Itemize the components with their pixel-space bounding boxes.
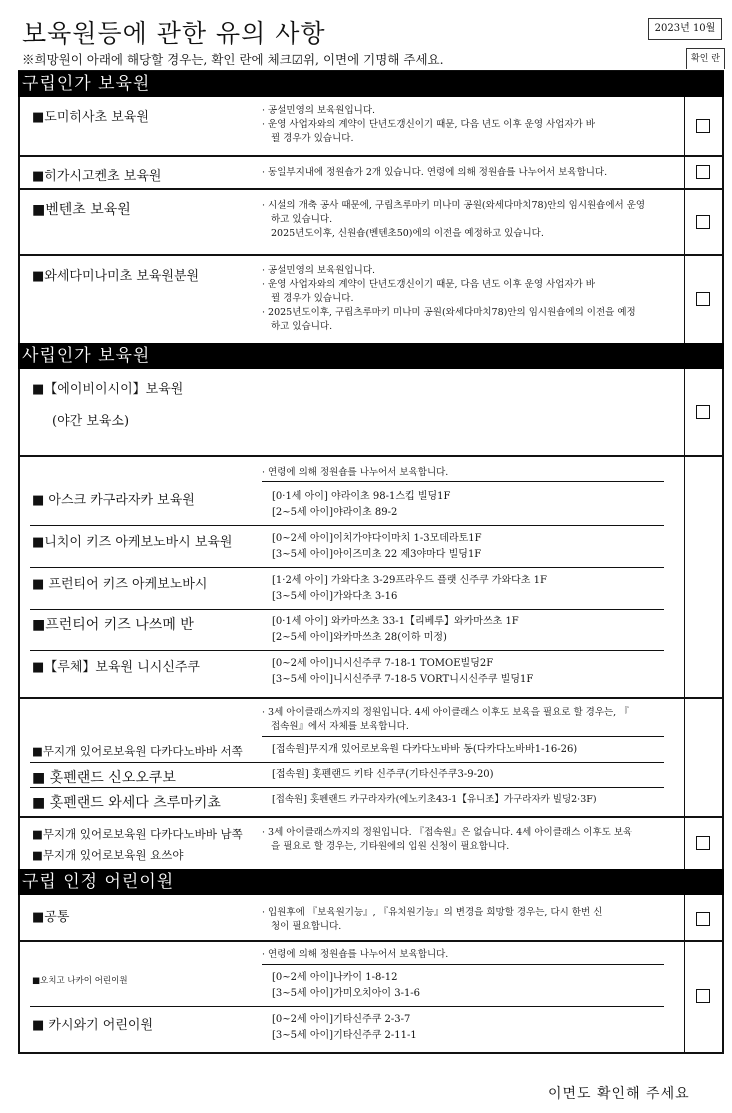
nursery-name: ■ 홋펜랜드 와세다 츠루마키쵸	[32, 795, 221, 811]
confirm-checkbox[interactable]	[696, 912, 710, 926]
confirm-checkbox[interactable]	[696, 119, 710, 133]
nursery-name: ■무지개 있어로보육원 다카다노바바 남쪽	[32, 827, 243, 841]
confirm-checkbox[interactable]	[696, 989, 710, 1003]
item-divider	[30, 1006, 664, 1007]
note-underline	[262, 964, 664, 965]
nursery-address: [접속원] 홋펜랜드 카구라자카(에노키초43-1【유니조】가구라자카 빌딩2·3F)	[272, 794, 597, 805]
nursery-note: · 시설의 개축 공사 때문에, 구립츠루마키 미나미 공원(와세다마치78)안의 임시원숍에서 운영 하고 있습니다. 2025년도이후, 신원숍(벤텐초50)에의 이전을 예정하고 있습니다.	[262, 200, 646, 239]
row-divider	[18, 697, 724, 699]
confirm-checkbox[interactable]	[696, 292, 710, 306]
group-note: · 3세 아이클래스까지의 정원입니다. 4세 아이클래스 이후도 보육을 필요로 할 경우는, 『 접속원』에서 자체를 보육합니다.	[262, 707, 629, 732]
row-divider	[18, 940, 724, 942]
nursery-name: ■무지개 있어로보육원 다카다노바바 서쪽	[32, 744, 243, 758]
confirm-column-divider	[684, 369, 685, 869]
nursery-name: ■【에이비이시이】보육원	[32, 382, 184, 397]
confirm-checkbox[interactable]	[696, 165, 710, 179]
nursery-name: ■벤텐초 보육원	[32, 202, 131, 218]
group-note: · 연령에 의해 정원숍를 나누어서 보육합니다.	[262, 467, 449, 478]
item-divider	[30, 787, 664, 788]
row-divider	[18, 816, 724, 818]
note-underline	[262, 736, 664, 737]
confirm-checkbox[interactable]	[696, 836, 710, 850]
confirm-checkbox[interactable]	[696, 215, 710, 229]
nursery-name: ■【루체】보육원 니시신주쿠	[32, 660, 200, 675]
confirm-column-header: 확인 란	[686, 48, 725, 69]
nursery-name: ■ 홋펜랜드 신오오쿠보	[32, 770, 176, 786]
row-divider	[18, 254, 724, 256]
section-private-licensed: 사립인가 보육원	[18, 343, 724, 369]
row-divider	[18, 188, 724, 190]
section-certified: 구립 인정 어린이원	[18, 869, 724, 895]
nursery-name: ■ 프런티어 키즈 아케보노바시	[32, 577, 208, 592]
confirm-checkbox[interactable]	[696, 405, 710, 419]
confirm-column-divider	[684, 895, 685, 1054]
item-divider	[30, 567, 664, 568]
nursery-name: ■히가시고켄초 보육원	[32, 169, 162, 184]
nursery-address: [0·1세 아이] 와카마쓰초 33-1【리베루】와카마쓰초 1F [2~5세 아이]와카마쓰초 28(이하 미정)	[272, 616, 519, 643]
nursery-address: [접속원]무지개 있어로보육원 다카다노바바 동(다카다노바바1-16-26)	[272, 744, 578, 755]
confirm-column-divider	[684, 97, 685, 343]
nursery-note: · 입원후에 『보육원기능』, 『유치원기능』의 변경을 희망할 경우는, 다시 한번 신 청이 필요합니다.	[262, 907, 603, 932]
page-title: 보육원등에 관한 유의 사항	[22, 19, 326, 48]
nursery-address: [0~2세 아이]나카이 1-8-12 [3~5세 아이]가미오치아이 3-1-6	[272, 972, 421, 999]
item-divider	[30, 525, 664, 526]
nursery-address: [0·1세 아이] 야라이초 98-1스킵 빌딩1F [2~5세 아이]야라이초 89-2	[272, 491, 451, 518]
nursery-name: ■도미히사초 보육원	[32, 110, 149, 125]
nursery-address: [접속원] 홋펜랜드 키타 신주쿠(기타신주쿠3-9-20)	[272, 769, 494, 780]
nursery-address: [0~2세 아이]이치가야다이마치 1-3모데라토1F [3~5세 아이]아이즈미초 22 제3야마다 빌딩1F	[272, 533, 482, 560]
date-box: 2023년 10월	[648, 18, 722, 40]
nursery-name: ■무지개 있어로보육원 요쓰야	[32, 848, 184, 862]
footer-note: 이면도 확인해 주세요	[548, 1086, 690, 1102]
nursery-note: · 공설민영의 보육원입니다. · 운영 사업자와의 계약이 단년도갱신이기 때문, 다음 년도 이후 운영 사업자가 바 뀔 경우가 있습니다. · 2025년도이후, 구립츠루마키 미나미 공원(와세다마치78)안의 임시원숍에의 이전을 예정 하고 있습니다.	[262, 265, 636, 332]
group-note: · 3세 아이클래스까지의 정원입니다. 『접속원』은 없습니다. 4세 아이클래스 이후도 보육 을 필요로 할 경우는, 기타원에의 입원 신청이 필요합니다.	[262, 827, 633, 852]
nursery-note: · 공설민영의 보육원입니다. · 운영 사업자와의 계약이 단년도갱신이기 때문, 다음 년도 이후 운영 사업자가 바 뀔 경우가 있습니다.	[262, 105, 595, 144]
item-divider	[30, 609, 664, 610]
nursery-name: ■프런티어 키즈 나쓰메 반	[32, 617, 194, 633]
nursery-subname: (야간 보육소)	[52, 414, 130, 429]
nursery-name: ■ 아스크 카구라자카 보육원	[32, 493, 195, 508]
nursery-address: [1·2세 아이] 가와다초 3-29프라우드 플랫 신주쿠 가와다초 1F [3~5세 아이]가와다초 3-16	[272, 575, 547, 602]
item-divider	[30, 762, 664, 763]
nursery-address: [0~2세 아이]니시신주쿠 7-18-1 TOMOE빌딩2F [3~5세 아이]니시신주쿠 7-18-5 VORT니시신주쿠 빌딩1F	[272, 658, 534, 685]
nursery-address: [0~2세 아이]기타신주쿠 2-3-7 [3~5세 아이]기타신주쿠 2-11-1	[272, 1014, 417, 1041]
note-underline	[262, 481, 664, 482]
nursery-note: · 동일부지내에 정원숍가 2개 있습니다. 연령에 의해 정원숍를 나누어서 보육합니다.	[262, 167, 608, 178]
nursery-name: ■공통	[32, 910, 70, 925]
section-ward-licensed: 구립인가 보육원	[18, 71, 724, 97]
row-divider	[18, 455, 724, 457]
instruction-text: ※희망원이 아래에 해당할 경우는, 확인 란에 체크☑위, 이면에 기명해 주세요.	[22, 52, 444, 67]
group-note: · 연령에 의해 정원숍를 나누어서 보육합니다.	[262, 949, 449, 960]
nursery-name: ■오치고 나카이 어린이원	[32, 976, 128, 986]
nursery-name: ■ 카시와기 어린이원	[32, 1018, 154, 1033]
row-divider	[18, 155, 724, 157]
nursery-name: ■니치이 키즈 아케보노바시 보육원	[32, 535, 233, 550]
nursery-name: ■와세다미나미초 보육원분원	[32, 269, 200, 284]
item-divider	[30, 650, 664, 651]
